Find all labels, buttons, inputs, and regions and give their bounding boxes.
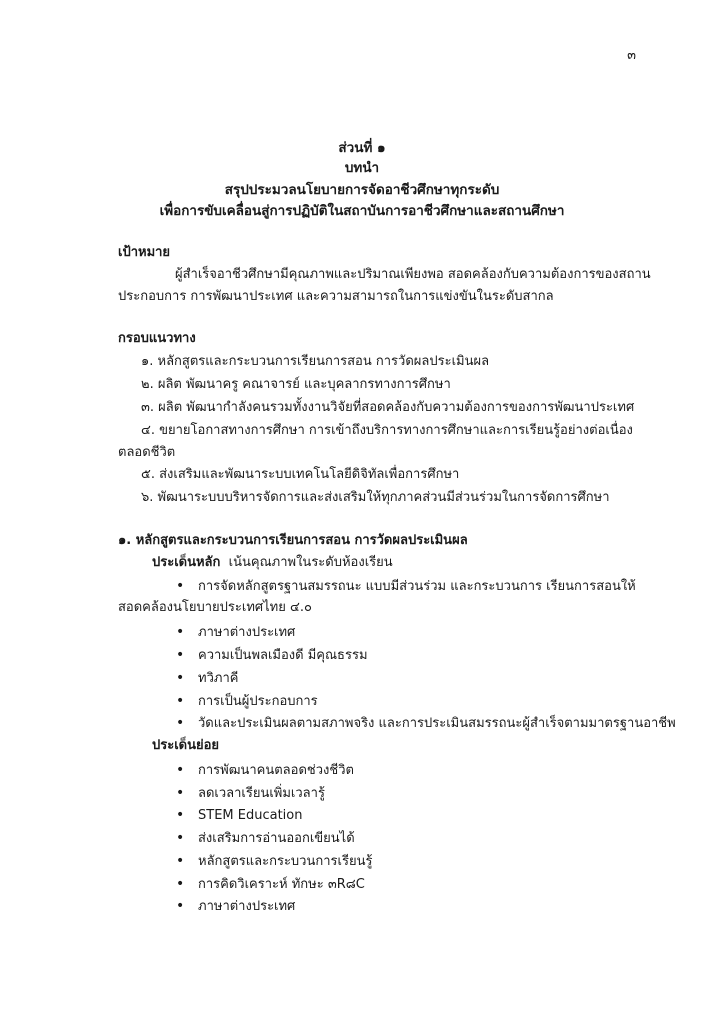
main-point-label: ประเด็นหลัก: [152, 555, 221, 570]
main-bullet-intro-line1: การจัดหลักสูตรฐานสมรรถนะ แบบมีส่วนร่วม และกระบวนการ เรียนการสอนให้: [198, 579, 636, 594]
section1-title: ๑. หลักสูตรและกระบวนการเรียนการสอน การวัดผลประเมินผล: [118, 533, 468, 548]
sub-bullet-item: • การคิดวิเคราะห์ ทักษะ ๓R๘C: [176, 876, 365, 892]
main-bullet-item: • การเป็นผู้ประกอบการ: [176, 693, 318, 709]
bullet-icon: •: [176, 715, 185, 731]
sub-bullet-item: • ส่งเสริมการอ่านออกเขียนได้: [176, 830, 355, 846]
bullet-icon: •: [176, 876, 185, 892]
sub-bullet-item: • ภาษาต่างประเทศ: [176, 898, 296, 914]
sub-bullet-item: • การพัฒนาคนตลอดช่วงชีวิต: [176, 762, 354, 778]
sub-bullet-item: • ลดเวลาเรียนเพิ่มเวลารู้: [176, 785, 325, 801]
section1-main-point: [152, 554, 393, 572]
framework-item-1: ๑. หลักสูตรและกระบวนการเรียนการสอน การวัดผลประเมินผล: [141, 354, 490, 369]
main-bullet-item: • ทวิภาคี: [176, 670, 239, 686]
framework-item-2: ๒. ผลิต พัฒนาครู คณาจารย์ และบุคลากรทางการศึกษา: [141, 377, 451, 392]
bullet-icon: •: [176, 578, 185, 594]
framework-label: กรอบแนวทาง: [118, 331, 196, 346]
main-bullet-intro: [176, 577, 636, 596]
bullet-icon: •: [176, 647, 185, 663]
bullet-icon: •: [176, 670, 185, 686]
main-point-text: เน้นคุณภาพในระดับห้องเรียน: [228, 555, 393, 570]
goal-text-line1: ผู้สำเร็จอาชีวศึกษามีคุณภาพและปริมาณเพียงพอ สอดคล้องกับความต้องการของสถาน: [175, 267, 651, 282]
bullet-icon: •: [176, 693, 185, 709]
bullet-icon: •: [176, 898, 185, 914]
bullet-icon: •: [176, 853, 185, 869]
sub-point-label: ประเด็นย่อย: [152, 738, 220, 753]
intro-heading: บทนำ: [344, 160, 380, 176]
sub-bullet-item: • STEM Education: [176, 807, 303, 823]
bullet-icon: •: [176, 762, 185, 778]
main-bullet-intro-line2: สอดคล้องนโยบายประเทศไทย ๔.๐: [118, 600, 312, 615]
framework-item-3: ๓. ผลิต พัฒนากำลังคนรวมทั้งงานวิจัยที่สอดคล้องกับความต้องการของการพัฒนาประเทศ: [141, 400, 635, 415]
bullet-icon: •: [176, 785, 185, 801]
goal-label: เป้าหมาย: [118, 245, 171, 260]
framework-item-5: ๕. ส่งเสริมและพัฒนาระบบเทคโนโลยีดิจิทัลเพื่อการศึกษา: [141, 467, 460, 482]
document-title-line2: เพื่อการขับเคลื่อนสู่การปฏิบัติในสถาบันการอาชีวศึกษาและสถานศึกษา: [159, 203, 565, 219]
part-heading: ส่วนที่ ๑: [338, 140, 386, 156]
bullet-icon: •: [176, 624, 185, 640]
main-bullet-item: • ภาษาต่างประเทศ: [176, 624, 296, 640]
framework-item-4-continued: ตลอดชีวิต: [118, 445, 176, 460]
framework-item-4: ๔. ขยายโอกาสทางการศึกษา การเข้าถึงบริการทางการศึกษาและการเรียนรู้อย่างต่อเนื่อง: [141, 423, 633, 438]
framework-item-6: ๖. พัฒนาระบบบริหารจัดการและส่งเสริมให้ทุกภาคส่วนมีส่วนร่วมในการจัดการศึกษา: [141, 490, 610, 505]
goal-text-line2: ประกอบการ การพัฒนาประเทศ และความสามารถในการแข่งขันในระดับสากล: [118, 289, 554, 304]
page-number: ๓: [627, 48, 636, 63]
bullet-icon: •: [176, 807, 185, 823]
document-title-line1: สรุปประมวลนโยบายการจัดอาชีวศึกษาทุกระดับ: [224, 182, 500, 198]
bullet-icon: •: [176, 830, 185, 846]
main-bullet-item: • ความเป็นพลเมืองดี มีคุณธรรม: [176, 647, 368, 663]
sub-bullet-item: • หลักสูตรและกระบวนการเรียนรู้: [176, 853, 373, 869]
main-bullet-item: • วัดและประเมินผลตามสภาพจริง และการประเมินสมรรถนะผู้สำเร็จตามมาตรฐานอาชีพ: [176, 715, 676, 731]
